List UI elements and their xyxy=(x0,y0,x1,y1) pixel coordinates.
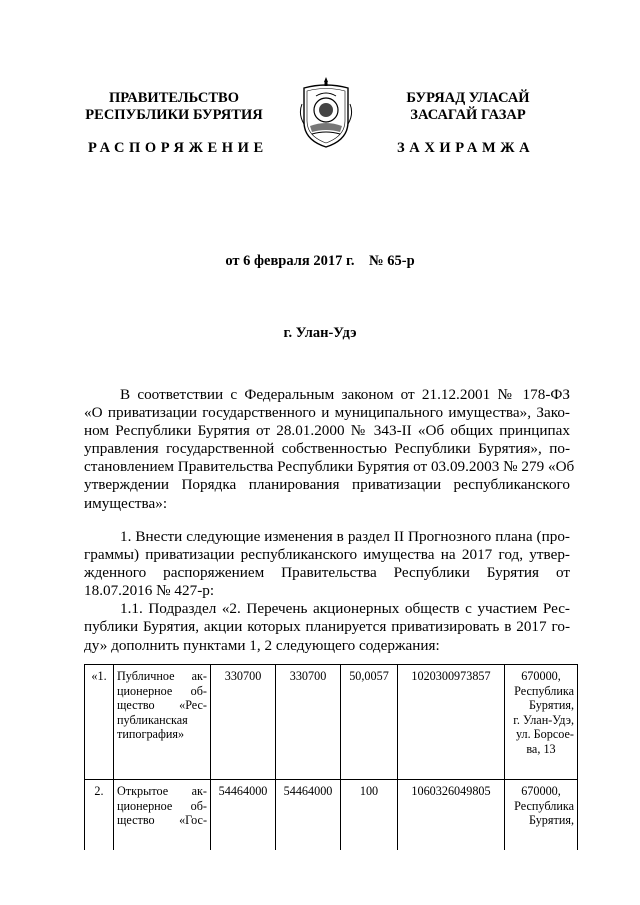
company-name-line: щество «Гос- xyxy=(117,813,207,827)
item-paragraphs xyxy=(84,528,570,655)
company-name-line: типография» xyxy=(117,727,185,741)
preamble-line: утверждении Порядка планирования приватизации республиканского xyxy=(84,476,570,494)
shares-total: 330700 xyxy=(211,665,276,780)
address-line: Республика xyxy=(514,798,574,813)
document-city: г. Улан-Удэ xyxy=(283,325,357,341)
companies-table xyxy=(84,664,578,850)
item1-line: жденного распоряжением Правительства Республики Бурятия от xyxy=(84,564,570,582)
share-percent: 100 xyxy=(341,780,398,851)
row-number: «1. xyxy=(85,665,114,780)
address-line: ул. Борсое- xyxy=(515,727,574,741)
table-row xyxy=(85,780,578,851)
gov-buryat-line-2: ЗАСАГАЙ ГАЗАР xyxy=(410,107,526,123)
address-line: Бурятия, xyxy=(529,698,574,712)
company-name xyxy=(114,780,211,851)
company-name-line: ционерное об- xyxy=(117,683,207,698)
row-number: 2. xyxy=(85,780,114,851)
item11-line: ду» дополнить пунктами 1, 2 следующего содержания: xyxy=(84,636,440,654)
preamble-line: В соответствии с Федеральным законом от 21.12.2001 № 178-ФЗ xyxy=(120,386,570,403)
preamble-line: имущества»: xyxy=(84,494,168,512)
address-line: г. Улан-Удэ, xyxy=(513,712,574,727)
address-line: 670000, xyxy=(521,784,561,798)
document-date-number: от 6 февраля 2017 г. № 65-р xyxy=(225,253,415,269)
preamble-paragraph xyxy=(84,386,575,513)
ogrn: 1060326049805 xyxy=(398,780,505,851)
company-name-line: Открытое ак- xyxy=(117,784,207,798)
preamble-line: управления государственной собственностью Республики Бурятия», по- xyxy=(84,440,570,458)
item11-line: 1.1. Подраздел «2. Перечень акционерных обществ с участием Рес- xyxy=(120,600,570,618)
share-percent: 50,0057 xyxy=(341,665,398,780)
item1-line: 1. Внести следующие изменения в раздел II Прогнозного плана (про- xyxy=(120,528,570,545)
item11-line: публики Бурятия, акции которых планируется приватизировать в 2017 го- xyxy=(84,618,570,636)
item1-line: граммы) приватизации республиканского имущества на 2017 год, утвер- xyxy=(84,546,570,564)
company-name xyxy=(114,665,211,780)
company-name-line: публиканская xyxy=(117,712,188,727)
address-line: ва, 13 xyxy=(526,741,556,756)
government-name-buryat xyxy=(368,90,568,124)
gov-buryat-line-1: БУРЯАД УЛАСАЙ xyxy=(406,90,530,106)
address-line: Бурятия, xyxy=(529,813,574,827)
company-name-line: ционерное об- xyxy=(117,798,207,813)
table-row xyxy=(85,665,578,780)
preamble-line: «О приватизации государственного и муниципального имущества», Зако- xyxy=(84,404,570,422)
preamble-line: ном Республики Бурятия от 28.01.2000 № 343-II «Об общих принципах xyxy=(84,422,570,440)
company-address xyxy=(505,780,578,851)
company-name-line: Публичное ак- xyxy=(117,669,207,683)
government-name-russian xyxy=(74,90,274,124)
preamble-line: становлением Правительства Республики Бурятия от 03.09.2003 № 279 «Об xyxy=(84,458,575,476)
document-type-russian: РАСПОРЯЖЕНИЕ xyxy=(88,140,268,156)
gov-line-2: РЕСПУБЛИКИ БУРЯТИЯ xyxy=(85,107,263,123)
shares-owned: 330700 xyxy=(276,665,341,780)
buryatia-coat-of-arms-icon xyxy=(298,74,354,150)
address-line: Республика xyxy=(514,683,574,698)
shares-total: 54464000 xyxy=(211,780,276,851)
company-address xyxy=(505,665,578,780)
company-name-line: щество «Рес- xyxy=(117,698,207,712)
shares-owned: 54464000 xyxy=(276,780,341,851)
item1-line: 18.07.2016 № 427-р: xyxy=(84,582,215,600)
gov-line-1: ПРАВИТЕЛЬСТВО xyxy=(109,90,239,106)
ogrn: 1020300973857 xyxy=(398,665,505,780)
address-line: 670000, xyxy=(521,669,561,683)
document-type-buryat: ЗАХИРАМЖА xyxy=(397,140,535,156)
